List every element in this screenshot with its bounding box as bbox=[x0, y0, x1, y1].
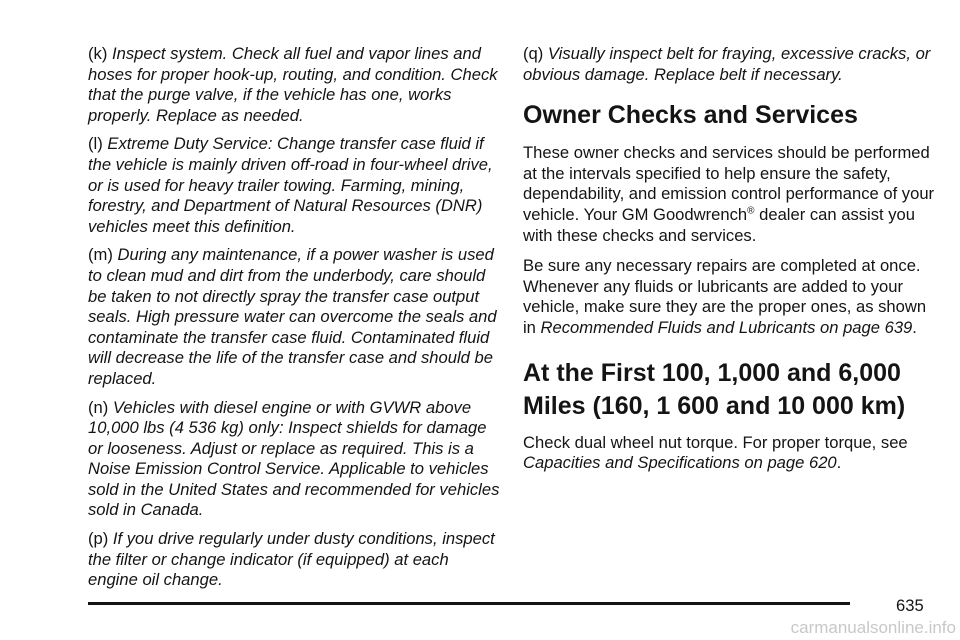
note-label: (k) bbox=[88, 44, 108, 63]
page-number: 635 bbox=[896, 596, 924, 615]
maintenance-note-p bbox=[88, 529, 500, 591]
note-text: If you drive regularly under dusty conditions, inspect the filter or change indicator (if equipped) at each engine oil change. bbox=[88, 529, 495, 590]
maintenance-note-n bbox=[88, 398, 500, 522]
owner-checks-paragraph: These owner checks and services should be performed at the intervals specified to help ensure the safety, dependability, and emission control performance of your vehicle. Your GM Goodwrench® dealer can assist you with these checks and services. bbox=[523, 143, 935, 245]
registered-mark: ® bbox=[747, 205, 755, 217]
first-miles-heading: At the First 100, 1,000 and 6,000 Miles (160, 1 600 and 10 000 km) bbox=[523, 358, 906, 420]
left-column bbox=[88, 44, 500, 599]
maintenance-note-m bbox=[88, 245, 500, 389]
note-label: (m) bbox=[88, 245, 113, 265]
owner-checks-heading: Owner Checks and Services bbox=[523, 101, 858, 130]
note-label: (n) bbox=[88, 397, 109, 417]
note-label: (q) bbox=[523, 44, 544, 63]
maintenance-note-k bbox=[88, 44, 500, 126]
watermark: carmanualsonline.info bbox=[790, 618, 956, 637]
maintenance-note-q bbox=[523, 44, 943, 85]
specifications-reference-link[interactable]: Capacities and Specifications on page 620 bbox=[523, 453, 837, 473]
wheel-torque-paragraph: Check dual wheel nut torque. For proper torque, see Capacities and Specifications on page 620. bbox=[523, 432, 908, 473]
fluids-reference-link[interactable]: Recommended Fluids and Lubricants on page 639 bbox=[540, 317, 913, 337]
note-text: During any maintenance, if a power washer is used to clean mud and dirt from the underbody, care should be taken to not directly spray the transfer case output seals. High pressure water can overcome the seals and contaminate the transfer case fluid. Contaminated fluid will decrease the life of the transfer case and should be replaced. bbox=[88, 245, 497, 388]
repairs-paragraph: Be sure any necessary repairs are completed at once. Whenever any fluids or lubricants are added to your vehicle, make sure they are the proper ones, as shown in Recommended Fluids and Lubricants on page 639. bbox=[523, 256, 927, 337]
note-label: (l) bbox=[88, 134, 103, 154]
note-text: Vehicles with diesel engine or with GVWR above 10,000 lbs (4 536 kg) only: Inspect shields for damage or looseness. Adjust or replace as required. This is a Noise Emission Control Service. Applicable to vehicles sold in the United States and recommended for vehicles sold in Canada. bbox=[88, 397, 500, 520]
footer-rule bbox=[88, 602, 850, 605]
note-text: Visually inspect belt for fraying, excessive cracks, or obvious damage. Replace belt if necessary. bbox=[523, 44, 931, 84]
maintenance-note-l bbox=[88, 134, 500, 237]
note-text: Inspect system. Check all fuel and vapor lines and hoses for proper hook-up, routing, and condition. Check that the purge valve, if the vehicle has one, works properly. Replace as needed. bbox=[88, 44, 498, 125]
right-column bbox=[523, 44, 943, 484]
note-text: Extreme Duty Service: Change transfer case fluid if the vehicle is mainly driven off-road in four-wheel drive, or is used for heavy trailer towing. Farming, mining, forestry, and Department of Natural Resources (DNR) vehicles meet this definition. bbox=[88, 134, 493, 236]
note-label: (p) bbox=[88, 529, 109, 549]
